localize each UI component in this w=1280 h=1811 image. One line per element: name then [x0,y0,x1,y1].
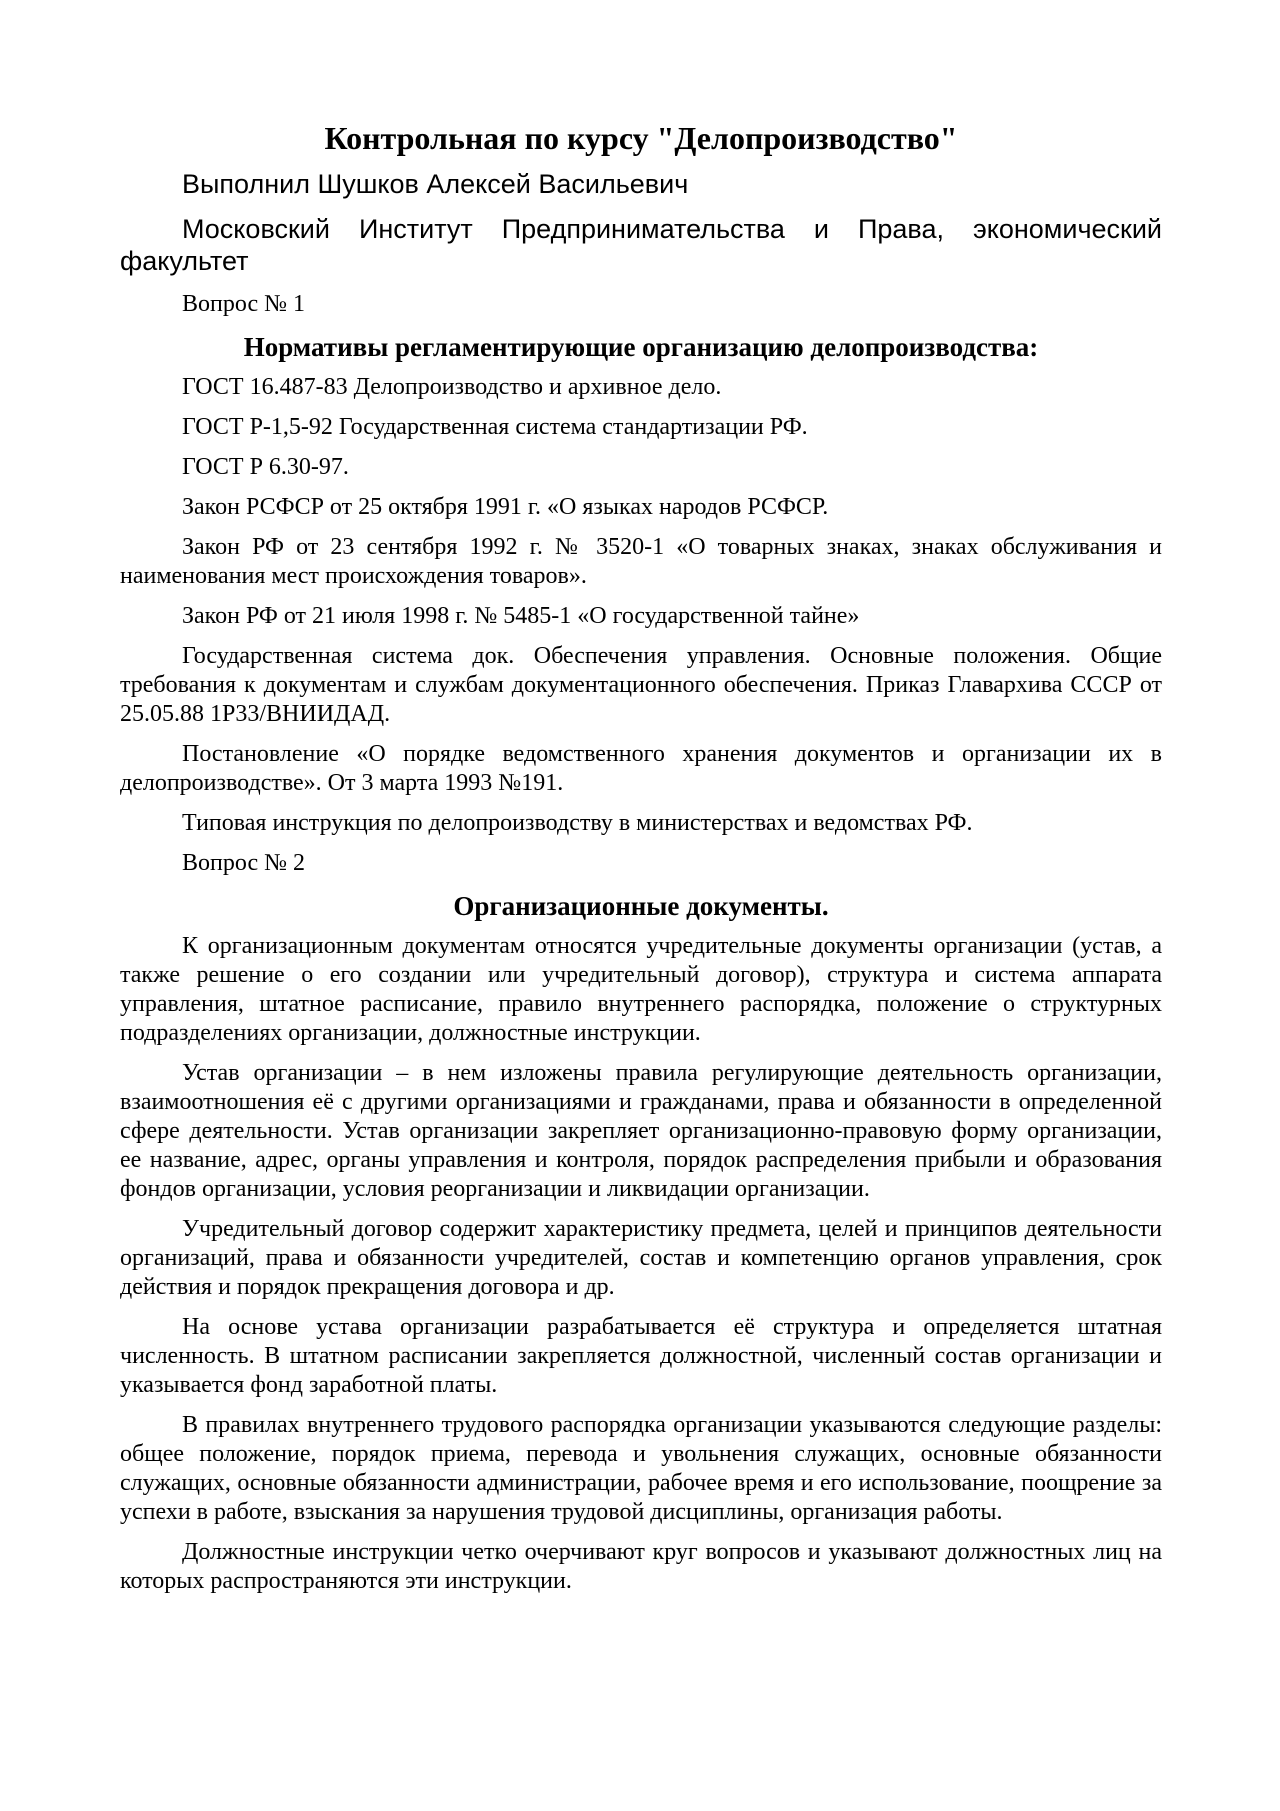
document-title: Контрольная по курсу "Делопроизводство" [324,120,958,156]
normative-item: ГОСТ Р 6.30-97. [182,454,349,480]
normative-item: Типовая инструкция по делопроизводству в министерствах и ведомствах РФ. [182,810,973,836]
section-heading: Нормативы регламентирующие организацию делопроизводства: [243,332,1039,362]
normative-item: Закон РФ от 23 сентября 1992 г. № 3520-1 «О товарных знаках, знаках обслуживания и наименования мест происхождения товаров». [120,534,1162,589]
document-page [120,118,1162,1607]
body-paragraph: Устав организации – в нем изложены правила регулирующие деятельность организации, взаимоотношения её с другими организациями и гражданами, права и обязанности в определенной сфере деятельности. Устав организации закрепляет организационно-правовую форму организации, ее название, адрес, органы управления и контроля, порядок распределения прибыли и образования фондов организации, условия реорганизации и ликвидации организации. [120,1060,1162,1202]
institute-line: Московский Институт Предпринимательства и Права, экономический факультет [120,214,1162,276]
author-line: Выполнил Шушков Алексей Васильевич [182,169,689,199]
body-paragraph: К организационным документам относятся учредительные документы организации (устав, а также решение о его создании или учредительный договор), структура и система аппарата управления, штатное расписание, правило внутреннего распорядка, положение о структурных подразделениях организации, должностные инструкции. [120,933,1162,1046]
question-label: Вопрос № 2 [182,850,305,876]
question-label: Вопрос № 1 [182,291,305,317]
body-paragraph: Учредительный договор содержит характеристику предмета, целей и принципов деятельности организаций, права и обязанности учредителей, состав и компетенцию органов управления, срок действия и порядок прекращения договора и др. [120,1216,1162,1300]
normative-item: Закон РФ от 21 июля 1998 г. № 5485-1 «О государственной тайне» [182,603,860,629]
normative-item: ГОСТ Р-1,5-92 Государственная система стандартизации РФ. [182,414,808,440]
body-paragraph: Должностные инструкции четко очерчивают круг вопросов и указывают должностных лиц на которых распространяются эти инструкции. [120,1539,1162,1594]
normative-item: ГОСТ 16.487-83 Делопроизводство и архивное дело. [182,374,722,400]
normative-item: Государственная система док. Обеспечения управления. Основные положения. Общие требования к документам и службам документационного обеспечения. Приказ Главархива СССР от 25.05.88 1Р33/ВНИИДАД. [120,643,1162,727]
section-heading: Организационные документы. [453,891,829,921]
normative-item: Постановление «О порядке ведомственного хранения документов и организации их в делопроизводстве». От 3 марта 1993 №191. [120,741,1162,796]
normative-item: Закон РСФСР от 25 октября 1991 г. «О языках народов РСФСР. [182,494,829,520]
body-paragraph: В правилах внутреннего трудового распорядка организации указываются следующие разделы: общее положение, порядок приема, перевода и увольнения служащих, основные обязанности служащих, основные обязанности администрации, рабочее время и его использование, поощрение за успехи в работе, взыскания за нарушения трудовой дисциплины, организация работы. [120,1412,1162,1525]
body-paragraph: На основе устава организации разрабатывается её структура и определяется штатная численность. В штатном расписании закрепляется должностной, численный состав организации и указывается фонд заработной платы. [120,1314,1162,1398]
